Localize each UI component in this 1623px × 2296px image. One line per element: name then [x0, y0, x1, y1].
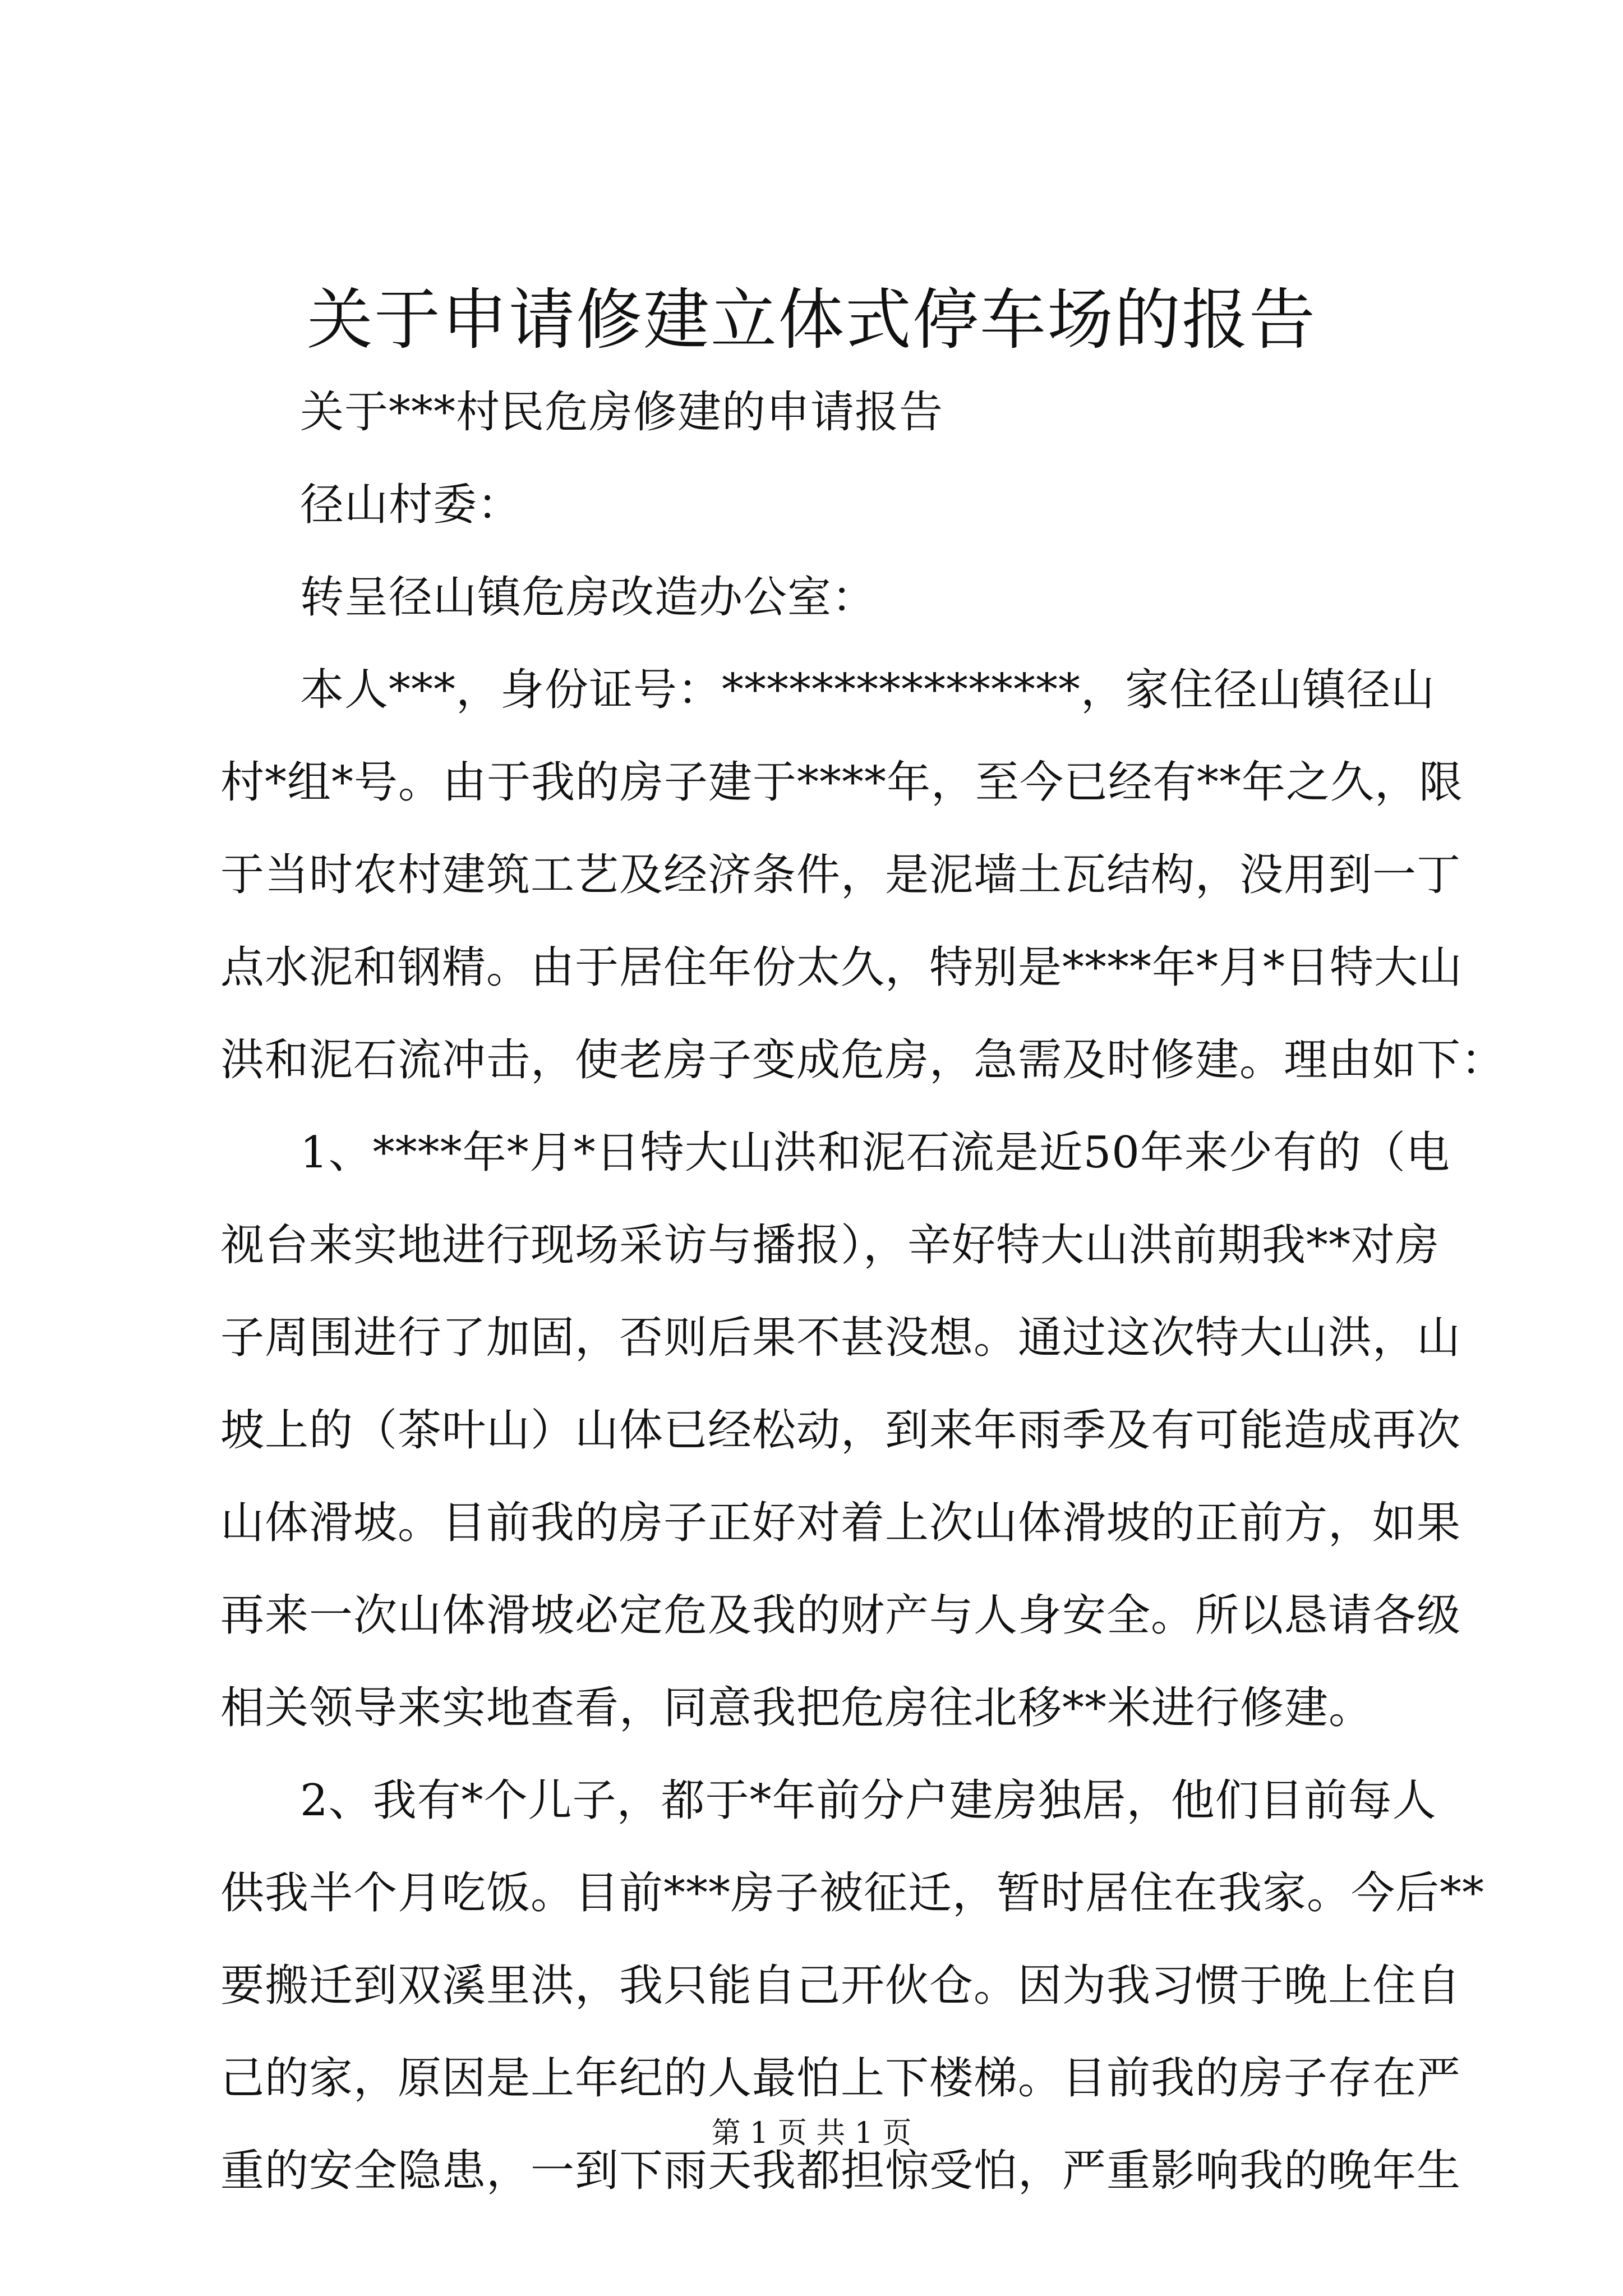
paragraph-line: 相关领导来实地查看，同意我把危房往北移**米进行修建。 [220, 1683, 1373, 1733]
paragraph-line: 于当时农村建筑工艺及经济条件，是泥墙土瓦结构，没用到一丁 [220, 850, 1461, 900]
paragraph-line: 2、我有*个儿子，都于*年前分户建房独居，他们目前每人 [300, 1775, 1437, 1826]
recipient-line: 转呈径山镇危房改造办公室： [300, 572, 877, 623]
paragraph-line: 重的安全隐患，一到下雨天我都担惊受怕，严重影响我的晚年生 [220, 2146, 1461, 2196]
paragraph-line: 己的家，原因是上年纪的人最怕上下楼梯。目前我的房子存在严 [220, 2053, 1461, 2104]
paragraph-line: 1、****年*月*日特大山洪和泥石流是近50年来少有的（电 [300, 1128, 1450, 1178]
paragraph-line: 本人***，身份证号：****************，家住径山镇径山 [300, 665, 1436, 715]
document-subtitle: 关于***村民危房修建的申请报告 [300, 387, 944, 438]
document-title: 关于申请修建立体式停车场的报告 [306, 281, 1316, 358]
paragraph-line: 洪和泥石流冲击，使老房子变成危房，急需及时修建。理由如下： [220, 1035, 1506, 1085]
recipient-line: 径山村委： [300, 480, 522, 530]
paragraph-line: 视台来实地进行现场采访与播报），辛好特大山洪前期我**对房 [220, 1220, 1440, 1271]
paragraph-line: 供我半个月吃饭。目前***房子被征迁，暂时居住在我家。今后** [220, 1868, 1485, 1918]
paragraph-line: 点水泥和钢精。由于居住年份太久，特别是****年*月*日特大山 [220, 942, 1463, 993]
paragraph-line: 要搬迁到双溪里洪，我只能自己开伙仓。因为我习惯于晚上住自 [220, 1961, 1461, 2011]
paragraph-line: 山体滑坡。目前我的房子正好对着上次山体滑坡的正前方，如果 [220, 1498, 1461, 1548]
paragraph-line: 坡上的（茶叶山）山体已经松动，到来年雨季及有可能造成再次 [220, 1405, 1461, 1456]
paragraph-line: 村*组*号。由于我的房子建于****年，至今已经有**年之久，限 [220, 757, 1464, 808]
paragraph-line: 再来一次山体滑坡必定危及我的财产与人身安全。所以恳请各级 [220, 1590, 1461, 1641]
paragraph-line: 子周围进行了加固，否则后果不甚没想。通过这次特大山洪，山 [220, 1313, 1461, 1363]
page-number-footer: 第 1 页 共 1 页 [711, 2116, 912, 2150]
